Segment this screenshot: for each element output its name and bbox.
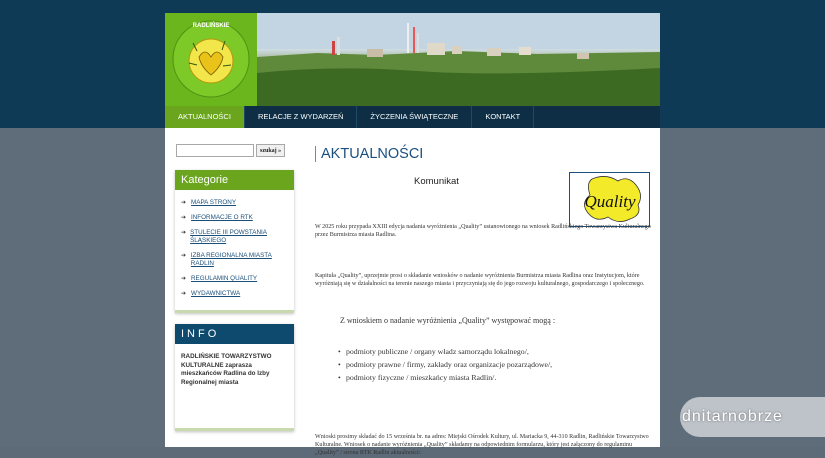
- info-box: [175, 324, 294, 431]
- site-wrapper: [165, 13, 660, 457]
- nav-item-relacje[interactable]: RELACJE Z WYDARZEŃ: [245, 106, 357, 128]
- article-subtitle: Komunikat: [414, 176, 459, 187]
- watermark: dnitarnobrze: [680, 397, 825, 437]
- svg-text:RADLIŃSKIE: RADLIŃSKIE: [192, 23, 230, 29]
- list-item: [181, 229, 294, 245]
- list-item: • podmioty fizyczne / mieszkańcy miasta Radlin/.: [338, 373, 497, 382]
- bullet-icon: •: [338, 360, 341, 369]
- page-title: AKTUALNOŚCI: [315, 146, 655, 162]
- svg-text:Quality: Quality: [584, 192, 636, 211]
- category-link[interactable]: MAPA STRONY: [191, 199, 237, 206]
- list-item: • podmioty publiczne / organy władz samorządu lokalnego/,: [338, 347, 529, 356]
- arrow-right-icon: ➔: [181, 291, 187, 297]
- list-item: [181, 252, 294, 268]
- list-item: [181, 275, 294, 283]
- nav-item-aktualnosci[interactable]: AKTUALNOŚCI: [165, 106, 245, 128]
- list-item: [181, 290, 294, 298]
- article-paragraph: Wnioski prosimy składać do 15 września br. na adres: Miejski Ośrodek Kultury, ul. Mariacka 9, 44-310 Radlin, Radlińskie Towarzystwo Kulturalne. Wniosek o nadanie wyróżnienia „Quality” składamy na odpowiednim formularzu, który jest załączony do regulaminu „Quality” / strona RTK Radlin aktualności/.: [315, 434, 649, 457]
- main-navigation: [165, 106, 660, 128]
- categories-list: [175, 190, 294, 298]
- article-list: [338, 347, 552, 386]
- article-paragraph: W 2025 roku przypada XXIII edycja nadania wyróżnienia „Quality” ustanowionego na wniosek Radlińskiego Towarzystwa Kulturalnego przez Burmistrza miasta Radlina.: [315, 224, 651, 239]
- category-link[interactable]: INFORMACJE O RTK: [191, 214, 253, 221]
- search-button[interactable]: szukaj »: [256, 144, 285, 157]
- article-paragraph: Kapituła „Quality”, uprzejmie prosi o składanie wniosków o nadanie wyróżnienia Burmistrza miasta Radlina oraz Instytucjom, które wyróżniają się w działalności na terenie naszego miasta i przyczyniają się do jego rozwoju kulturalnego, gospodarczego i społecznego.: [315, 273, 645, 288]
- categories-title: Kategorie: [175, 170, 294, 190]
- main-column: [315, 146, 655, 457]
- page-content: [165, 128, 660, 457]
- box-divider: [175, 428, 294, 431]
- article-paragraph: Z wnioskiem o nadanie wyróżnienia „Quality” występować mogą :: [340, 316, 556, 325]
- info-title: INFO: [175, 324, 294, 344]
- nav-item-kontakt[interactable]: KONTAKT: [472, 106, 534, 128]
- arrow-right-icon: ➔: [181, 253, 187, 259]
- quality-logo: [569, 172, 650, 227]
- arrow-right-icon: ➔: [181, 276, 187, 282]
- site-logo[interactable]: [165, 13, 257, 106]
- search-form: [176, 144, 285, 157]
- list-item: [181, 199, 294, 207]
- category-link[interactable]: REGULAMIN QUALITY: [191, 275, 258, 282]
- list-item: [181, 214, 294, 222]
- list-item: • podmioty prawne / firmy, zakłady oraz organizacje pozarządowe/,: [338, 360, 553, 369]
- box-divider: [175, 310, 294, 313]
- search-input[interactable]: [176, 144, 254, 157]
- category-link[interactable]: STULECIE III POWSTANIA ŚLĄSKIEGO: [190, 229, 267, 244]
- bullet-icon: •: [338, 347, 341, 356]
- info-text: RADLIŃSKIE TOWARZYSTWO KULTURALNE zaprasza mieszkańców Radlina do Izby Regionalnej miasta: [181, 353, 272, 386]
- nav-item-zyczenia[interactable]: ŻYCZENIA ŚWIĄTECZNE: [357, 106, 472, 128]
- bullet-icon: •: [338, 373, 341, 382]
- category-link[interactable]: WYDAWNICTWA: [191, 290, 241, 297]
- categories-box: [175, 170, 294, 313]
- arrow-right-icon: ➔: [181, 230, 187, 236]
- header-city-photo: [257, 13, 660, 106]
- arrow-right-icon: ➔: [181, 215, 187, 221]
- arrow-right-icon: ➔: [181, 200, 187, 206]
- category-link[interactable]: IZBA REGIONALNA MIASTA RADLIN: [190, 252, 272, 267]
